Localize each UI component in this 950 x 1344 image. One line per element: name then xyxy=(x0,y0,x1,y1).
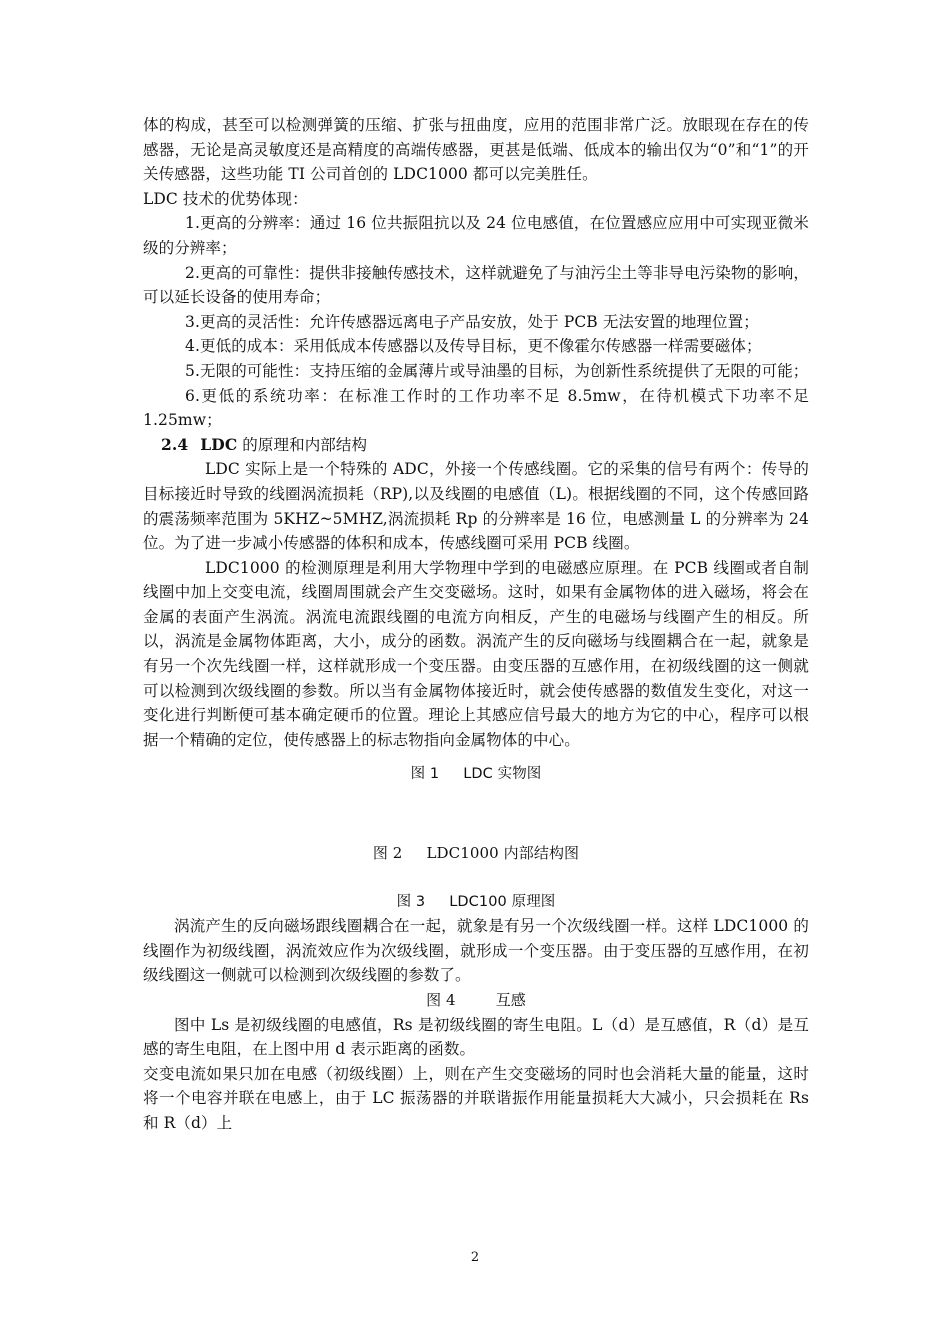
figure-caption-3 xyxy=(143,890,809,915)
advantage-item: 2.更高的可靠性：提供非接触传感技术，这样就避免了与油污尘土等非导电污染物的影响，可以延长设备的使用寿命； xyxy=(143,263,809,307)
section-title-rest: 的原理和内部结构 xyxy=(237,435,368,454)
advantage-item: 1.更高的分辨率：通过 16 位共振阻抗以及 24 位电感值，在位置感应应用中可实现亚微米级的分辨率； xyxy=(143,214,809,257)
page-number: 2 xyxy=(470,1250,480,1265)
section-number: 2.4 xyxy=(161,434,189,454)
body-paragraph: 交变电流如果只加在电感（初级线圈）上，则在产生交变磁场的同时也会消耗大量的能量，这时将一个电容并联在电感上，由于 LC 振荡器的并联谐振作用能量损耗大大减小，只会损耗在 Rs 和 R（d）上 xyxy=(143,1064,809,1132)
document-page xyxy=(143,113,809,1136)
figure-number: 图 1 xyxy=(410,766,440,783)
figure-number: 图 3 xyxy=(396,893,426,910)
advantages-title: LDC 技术的优势体现： xyxy=(143,189,308,208)
figure-title: 互感 xyxy=(495,991,526,1009)
figure-title: LDC100 原理图 xyxy=(449,893,556,910)
figure-title: LDC1000 内部结构图 xyxy=(426,844,580,863)
body-paragraph: LDC 实际上是一个特殊的 ADC，外接一个传感线圈。它的采集的信号有两个：传导的目标接近时导致的线圈涡流损耗（RP),以及线圈的电感值（L)。根据线圈的不同，这个传感回路的震荡频率范围为 5KHZ~5MHZ,涡流损耗 Rp 的分辨率是 16 位，电感测量 L 的分辨率为 24 位。为了进一步减小传感器的体积和成本，传感线圈可采用 PCB 线圈。 xyxy=(143,460,809,553)
advantage-item: 5.无限的可能性：支持压缩的金属薄片或导油墨的目标，为创新性系统提供了无限的可能； xyxy=(185,361,809,380)
advantage-item: 6.更低的系统功率：在标准工作时的工作功率不足 8.5mw，在待机模式下功率不足1.25mw； xyxy=(143,386,809,430)
section-heading xyxy=(143,433,809,458)
body-paragraph: 涡流产生的反向磁场跟线圈耦合在一起，就象是有另一个次级线圈一样。这样 LDC1000 的线圈作为初级线圈，涡流效应作为次级线圈，就形成一个变压器。由于变压器的互感作用，在初级线圈这一侧就可以检测到次级线圈的参数了。 xyxy=(143,917,809,985)
figure-number: 图 4 xyxy=(426,991,456,1009)
advantage-item: 3.更高的灵活性：允许传感器远离电子产品安放，处于 PCB 无法安置的地理位置； xyxy=(185,312,759,331)
figure-caption-1 xyxy=(143,762,809,787)
figure-caption-2 xyxy=(143,841,809,866)
advantage-item: 4.更低的成本：采用低成本传感器以及传导目标，更不像霍尔传感器一样需要磁体； xyxy=(185,337,762,356)
figure-caption-4 xyxy=(143,988,809,1013)
section-title-bold: LDC xyxy=(200,434,238,454)
figure-title: LDC 实物图 xyxy=(463,766,542,783)
body-paragraph: LDC1000 的检测原理是利用大学物理中学到的电磁感应原理。在 PCB 线圈或者自制线圈中加上交变电流，线圈周围就会产生交变磁场。这时，如果有金属物体的进入磁场，将会在金属的表面产生涡流。涡流电流跟线圈的电流方向相反，产生的电磁场与线圈产生的相反。所以，涡流是金属物体距离，大小，成分的函数。涡流产生的反向磁场与线圈耦合在一起，就象是有另一个次先线圈一样，这样就形成一个变压器。由变压器的互感作用，在初级线圈的这一侧就可以检测到次级线圈的参数。所以当有金属物体接近时，就会使传感器的数值发生变化，对这一变化进行判断便可基本确定硬币的位置。理论上其感应信号最大的地方为它的中心，程序可以根据一个精确的定位，使传感器上的标志物指向金属物体的中心。 xyxy=(143,558,809,749)
body-paragraph: 图中 Ls 是初级线圈的电感值，Rs 是初级线圈的寄生电阻。L（d）是互感值，R（d）是互感的寄生电阻，在上图中用 d 表示距离的函数。 xyxy=(143,1015,809,1059)
intro-paragraph: 体的构成，甚至可以检测弹簧的压缩、扩张与扭曲度，应用的范围非常广泛。放眼现在存在的传感器，无论是高灵敏度还是高精度的高端传感器，更甚是低端、低成本的输出仅为“0”和“1”的开关传感器，这些功能 TI 公司首创的 LDC1000 都可以完美胜任。 xyxy=(143,116,809,184)
figure-number: 图 2 xyxy=(372,844,403,863)
